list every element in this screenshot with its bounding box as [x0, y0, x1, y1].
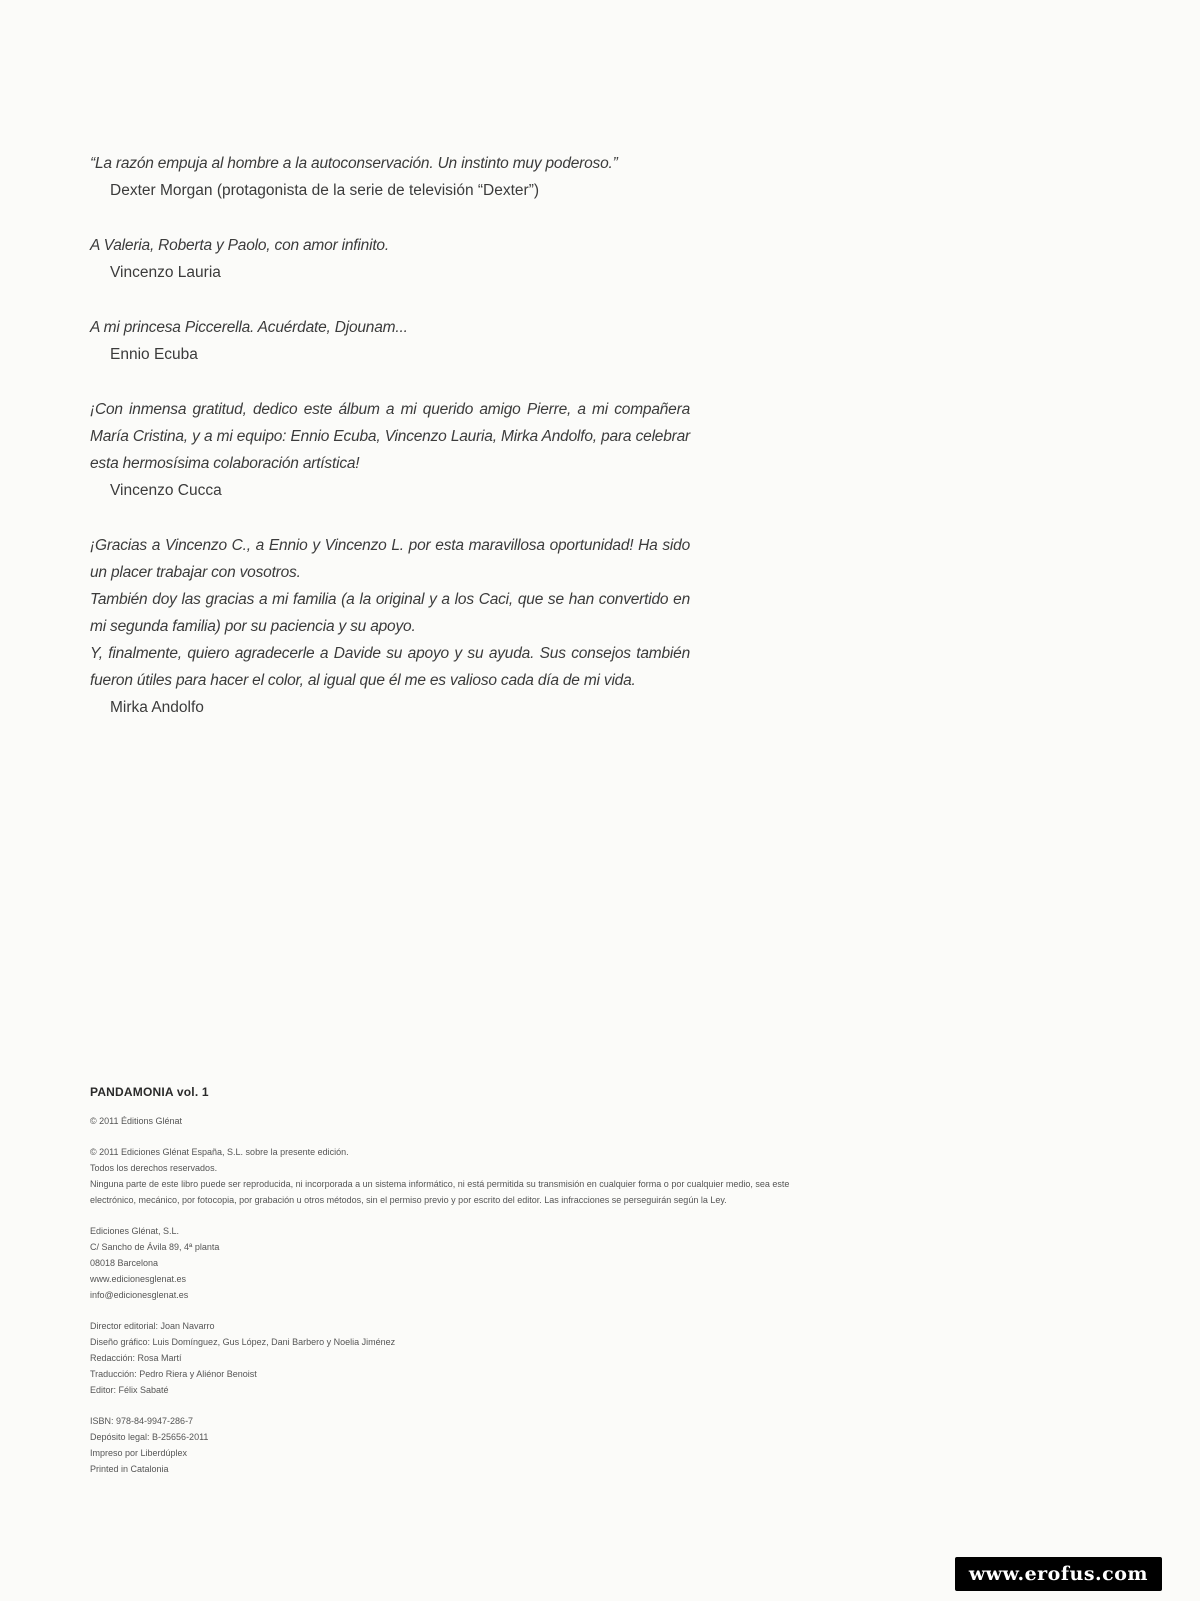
credits-line: C/ Sancho de Ávila 89, 4ª planta: [90, 1242, 220, 1252]
credits-section: [90, 1085, 850, 1492]
dedication-paragraph: También doy las gracias a mi familia (a la original y a los Caci, que se han convertido en mi segunda familia) por su paciencia y su apoyo.: [90, 591, 690, 635]
publisher-website: www.edicionesglenat.es: [90, 1274, 187, 1284]
dedication-text: [90, 314, 690, 341]
credits-line: Todos los derechos reservados.: [90, 1163, 218, 1173]
dedication-block: [90, 150, 690, 204]
printer: Impreso por Liberdúplex: [90, 1448, 188, 1458]
book-title: [90, 1085, 850, 1099]
dedication-paragraph: ¡Gracias a Vincenzo C., a Ennio y Vincenzo L. por esta maravillosa oportunidad! Ha sido un placer trabajar con vosotros.: [90, 537, 690, 581]
dedication-block: [90, 396, 690, 504]
dedication-paragraph: A Valeria, Roberta y Paolo, con amor infinito.: [90, 237, 389, 254]
dedications-section: [90, 150, 690, 749]
dedication-text: [90, 532, 690, 694]
credits-line: Director editorial: Joan Navarro: [90, 1321, 215, 1331]
credits-line: Diseño gráfico: Luis Domínguez, Gus López, Dani Barbero y Noelia Jiménez: [90, 1337, 396, 1347]
dedication-author: Ennio Ecuba: [110, 346, 198, 363]
copyright-notice: [90, 1144, 850, 1208]
credits-line: Ediciones Glénat, S.L.: [90, 1226, 180, 1236]
credits-line: 08018 Barcelona: [90, 1258, 159, 1268]
dedication-author: Dexter Morgan (protagonista de la serie de televisión “Dexter”): [110, 182, 540, 199]
dedication-author: Mirka Andolfo: [110, 699, 204, 716]
book-title-name: PANDAMONIA: [90, 1085, 174, 1099]
credits-line: Redacción: Rosa Martí: [90, 1353, 182, 1363]
isbn: ISBN: 978-84-9947-286-7: [90, 1416, 194, 1426]
dedication-text: [90, 396, 690, 477]
editorial-staff: [90, 1318, 850, 1398]
dedication-paragraph: Y, finalmente, quiero agradecerle a Davide su apoyo y su ayuda. Sus consejos también fueron útiles para hacer el color, al igual que él me es valioso cada día de mi vida.: [90, 645, 690, 689]
dedication-text: [90, 232, 690, 259]
printed-in: Printed in Catalonia: [90, 1464, 169, 1474]
credits-line: Editor: Félix Sabaté: [90, 1385, 169, 1395]
dedication-paragraph: ¡Con inmensa gratitud, dedico este álbum a mi querido amigo Pierre, a mi compañera María Cristina, y a mi equipo: Ennio Ecuba, Vincenzo Lauria, Mirka Andolfo, para celebrar esta hermosísima colaboración artística!: [90, 401, 690, 472]
dedication-author: Vincenzo Cucca: [110, 482, 222, 499]
publisher-address: [90, 1223, 850, 1303]
site-watermark: www.erofus.com: [955, 1557, 1162, 1591]
book-volume: vol. 1: [176, 1085, 209, 1099]
credits-line: © 2011 Ediciones Glénat España, S.L. sobre la presente edición.: [90, 1147, 349, 1157]
dedication-paragraph: “La razón empuja al hombre a la autoconservación. Un instinto muy poderoso.”: [90, 155, 618, 172]
dedication-block: [90, 232, 690, 286]
dedication-text: [90, 150, 690, 177]
credits-line: Ninguna parte de este libro puede ser reproducida, ni incorporada a un sistema informático, ni está permitida su transmisión en cualquier forma o por cualquier medio, sea este: [90, 1179, 790, 1189]
credits-line: © 2011 Éditions Glénat: [90, 1116, 183, 1126]
dedication-author: Vincenzo Lauria: [110, 264, 221, 281]
copyright-original: [90, 1113, 850, 1129]
legal-deposit: Depósito legal: B-25656-2011: [90, 1432, 209, 1442]
credits-line: electrónico, mecánico, por fotocopia, por grabación u otros métodos, sin el permiso previo y por escrito del editor. Las infracciones se perseguirán según la Ley.: [90, 1195, 727, 1205]
dedication-paragraph: A mi princesa Piccerella. Acuérdate, Djounam...: [90, 319, 408, 336]
dedication-block: [90, 314, 690, 368]
publication-info: [90, 1413, 850, 1477]
dedication-block: [90, 532, 690, 721]
publisher-email: info@edicionesglenat.es: [90, 1290, 189, 1300]
credits-line: Traducción: Pedro Riera y Aliénor Benoist: [90, 1369, 257, 1379]
